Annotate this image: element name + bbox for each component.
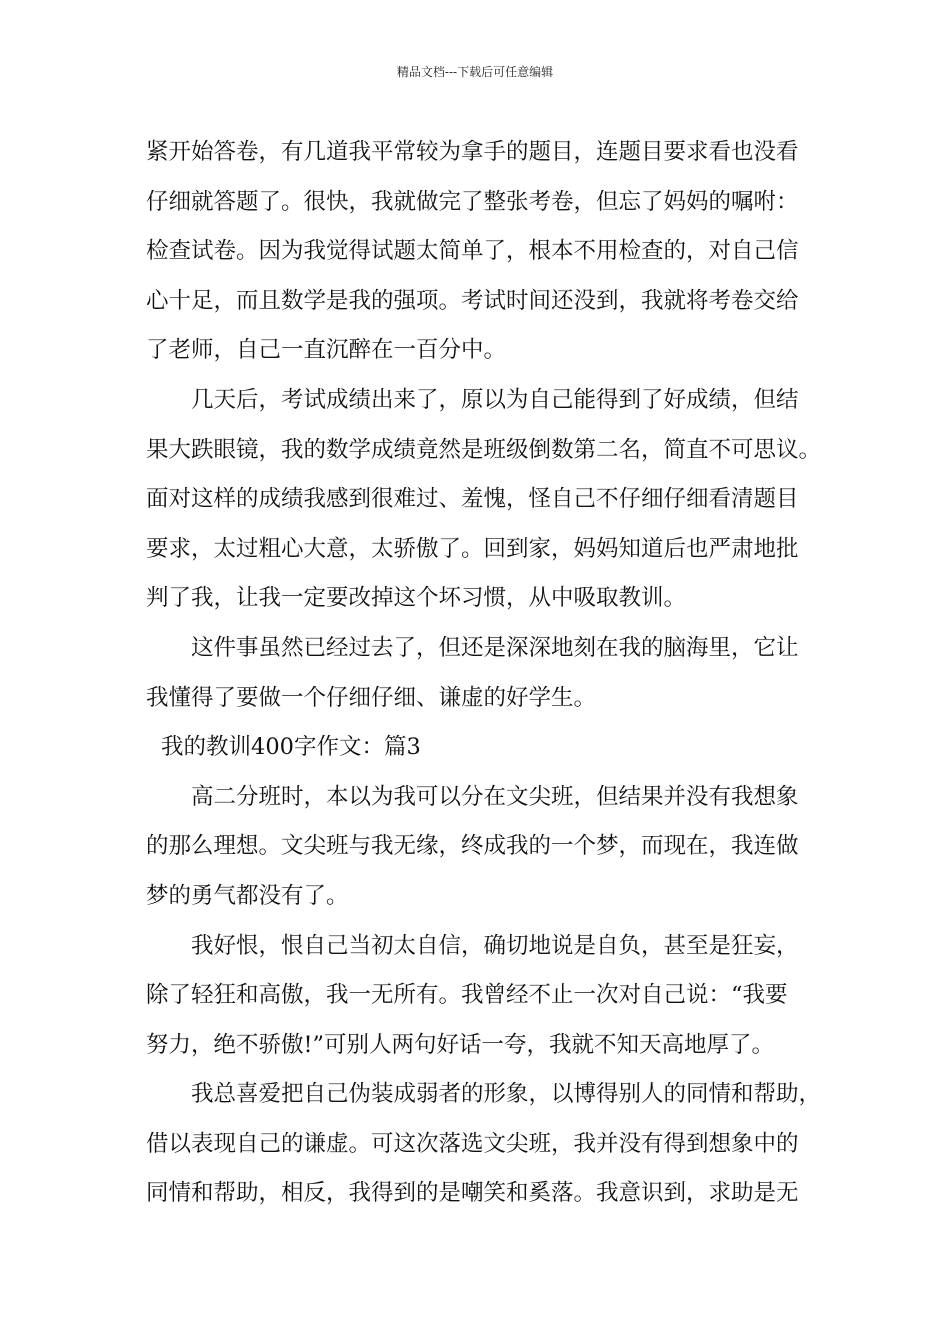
text-line: 了老师，自己一直沉醉在一百分中。 <box>146 337 507 364</box>
text-line: 心十足，而且数学是我的强项。考试时间还没到，我就将考卷交给 <box>146 287 799 314</box>
text-line: 的那么理想。文尖班与我无缘，终成我的一个梦，而现在，我连做 <box>146 833 799 860</box>
text-line: 这件事虽然已经过去了，但还是深深地刻在我的脑海里，它让 <box>191 634 799 661</box>
page-header: 精品文档---下载后可任意编辑 <box>396 65 554 79</box>
section-heading: 我的教训400字作文：篇3 <box>161 734 421 761</box>
text-line: 梦的勇气都没有了。 <box>146 882 349 909</box>
paragraph <box>146 128 826 376</box>
text-line: 努力，绝不骄傲!”可别人两句好话一夸，我就不知天高地厚了。 <box>146 1031 775 1058</box>
paragraph <box>146 376 826 624</box>
text-line: 高二分班时，本以为我可以分在文尖班，但结果并没有我想象 <box>191 783 799 810</box>
text-line: 我总喜爱把自己伪装成弱者的形象，以博得别人的同情和帮助， <box>191 1081 822 1108</box>
text-line: 面对这样的成绩我感到很难过、羞愧，怪自己不仔细仔细看清题目 <box>146 486 799 513</box>
text-line: 几天后，考试成绩出来了，原以为自己能得到了好成绩，但结 <box>191 386 799 413</box>
text-line: 果大跌眼镜，我的数学成绩竟然是班级倒数第二名，简直不可思议。 <box>146 436 822 463</box>
paragraph <box>146 1070 826 1219</box>
text-line: 检查试卷。因为我觉得试题太简单了，根本不用检查的，对自己信 <box>146 238 799 265</box>
text-line: 借以表现自己的谦虚。可这次落选文尖班，我并没有得到想象中的 <box>146 1130 799 1157</box>
paragraph <box>146 773 826 922</box>
text-line: 除了轻狂和高傲，我一无所有。我曾经不止一次对自己说：“我要 <box>146 982 788 1009</box>
text-line: 同情和帮助，相反，我得到的是嘲笑和奚落。我意识到，求助是无 <box>146 1180 799 1207</box>
paragraph <box>146 624 826 723</box>
text-line: 仔细就答题了。很快，我就做完了整张考卷，但忘了妈妈的嘱咐： <box>146 188 799 215</box>
text-line: 要求，太过粗心大意，太骄傲了。回到家，妈妈知道后也严肃地批 <box>146 535 799 562</box>
text-line: 我好恨，恨自己当初太自信，确切地说是自负，甚至是狂妄， <box>191 932 799 959</box>
text-line: 我懂得了要做一个仔细仔细、谦虚的好学生。 <box>146 684 597 711</box>
text-line: 判了我，让我一定要改掉这个坏习惯，从中吸取教训。 <box>146 585 687 612</box>
text-line: 紧开始答卷，有几道我平常较为拿手的题目，连题目要求看也没看 <box>146 139 799 165</box>
document-body <box>146 128 826 1219</box>
paragraph <box>146 922 826 1071</box>
